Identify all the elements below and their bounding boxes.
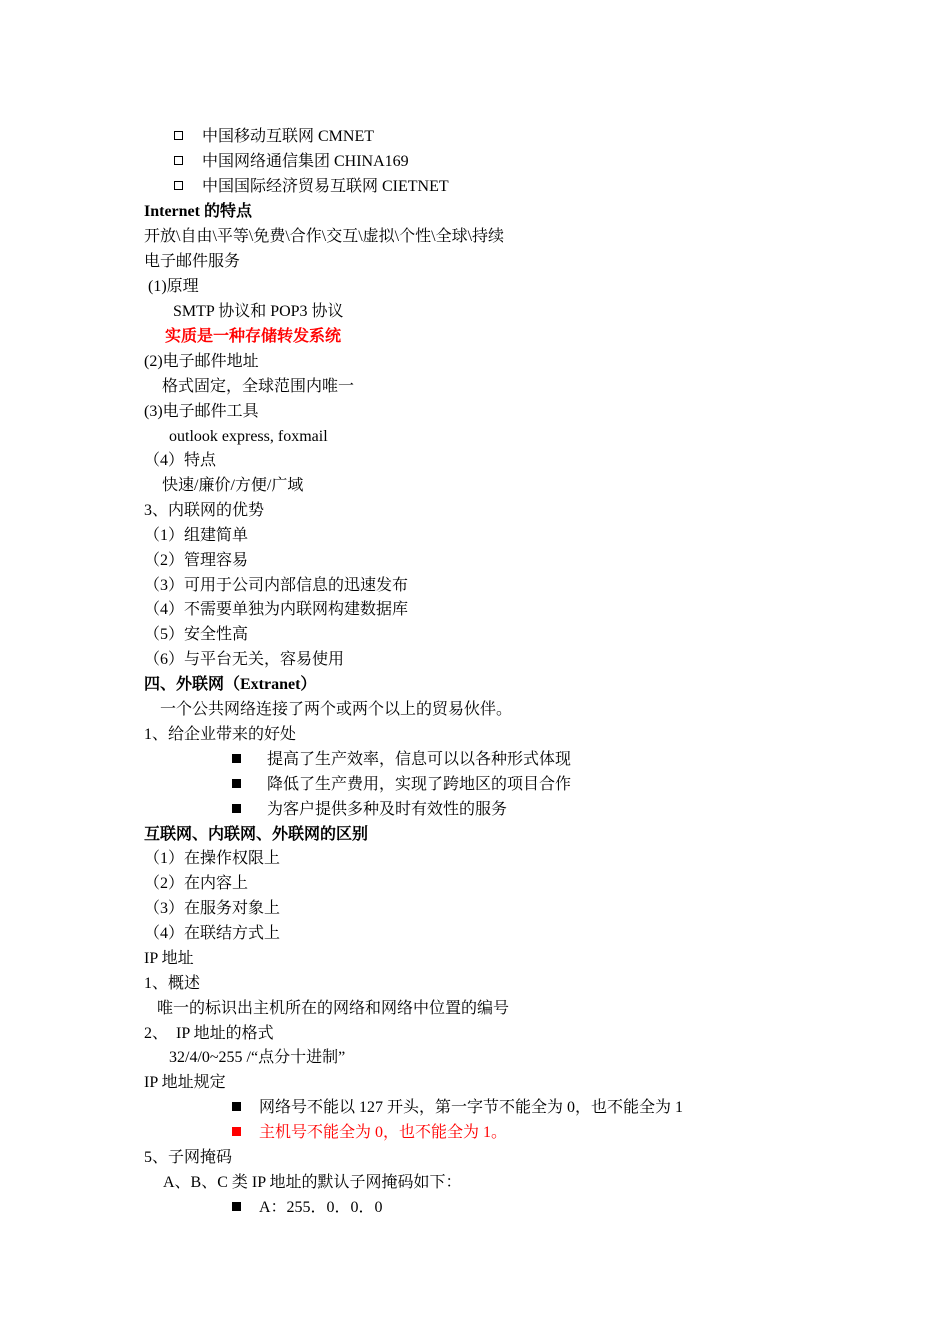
list-item: 中国网络通信集团 CHINA169 bbox=[174, 152, 409, 172]
text-line: outlook express, foxmail bbox=[169, 428, 328, 445]
hollow-square-bullet-icon bbox=[174, 156, 183, 165]
list-item: 网络号不能以 127 开头，第一字节不能全为 0，也不能全为 1 bbox=[232, 1098, 683, 1118]
section-heading: 四、外联网（Extranet） bbox=[144, 676, 317, 693]
list-item: 提高了生产效率，信息可以以各种形式体现 bbox=[232, 750, 571, 770]
text-line: 1、概述 bbox=[144, 975, 201, 992]
text-line: A、B、C 类 IP 地址的默认子网掩码如下： bbox=[163, 1174, 462, 1191]
highlight-text: 实质是一种存储转发系统 bbox=[165, 328, 342, 345]
text-line: 2、 IP 地址的格式 bbox=[144, 1025, 274, 1042]
text-line: 32/4/0~255 /“点分十进制” bbox=[169, 1049, 346, 1066]
solid-square-bullet-icon bbox=[232, 754, 241, 763]
text-line: （4）在联结方式上 bbox=[144, 925, 281, 942]
text-line: (2)电子邮件地址 bbox=[144, 353, 259, 370]
list-item: 中国移动互联网 CMNET bbox=[174, 127, 374, 147]
text-line: （4）特点 bbox=[144, 452, 217, 469]
text-line: 电子邮件服务 bbox=[144, 253, 241, 270]
text-line: （1）在操作权限上 bbox=[144, 850, 281, 867]
text-line: (1)原理 bbox=[148, 278, 199, 295]
text-line: （2）管理容易 bbox=[144, 552, 249, 569]
section-heading: Internet 的特点 bbox=[144, 203, 252, 220]
text-line: （5）安全性高 bbox=[144, 626, 249, 643]
list-item: 为客户提供多种及时有效性的服务 bbox=[232, 800, 507, 820]
red-square-bullet-icon bbox=[232, 1127, 241, 1136]
section-heading: 互联网、内联网、外联网的区别 bbox=[144, 826, 369, 843]
list-item: A：255．0．0．0 bbox=[232, 1198, 383, 1218]
text-line: 开放\自由\平等\免费\合作\交互\虚拟\个性\全球\持续 bbox=[144, 228, 505, 245]
hollow-square-bullet-icon bbox=[174, 181, 183, 190]
solid-square-bullet-icon bbox=[232, 779, 241, 788]
text-line: IP 地址 bbox=[144, 950, 194, 967]
text-line: 一个公共网络连接了两个或两个以上的贸易伙伴。 bbox=[160, 701, 513, 718]
text-line: （3）在服务对象上 bbox=[144, 900, 281, 917]
text-line: 5、子网掩码 bbox=[144, 1149, 233, 1166]
solid-square-bullet-icon bbox=[232, 1102, 241, 1111]
text-line: （4）不需要单独为内联网构建数据库 bbox=[144, 601, 409, 618]
text-line: SMTP 协议和 POP3 协议 bbox=[173, 303, 344, 320]
text-line: (3)电子邮件工具 bbox=[144, 403, 259, 420]
text-line: IP 地址规定 bbox=[144, 1074, 226, 1091]
text-line: （2）在内容上 bbox=[144, 875, 249, 892]
hollow-square-bullet-icon bbox=[174, 131, 183, 140]
list-item: 中国国际经济贸易互联网 CIETNET bbox=[174, 177, 449, 197]
text-line: 唯一的标识出主机所在的网络和网络中位置的编号 bbox=[157, 1000, 510, 1017]
text-line: 3、内联网的优势 bbox=[144, 502, 265, 519]
text-line: （3）可用于公司内部信息的迅速发布 bbox=[144, 577, 409, 594]
list-item: 降低了生产费用，实现了跨地区的项目合作 bbox=[232, 775, 571, 795]
text-line: （6）与平台无关，容易使用 bbox=[144, 651, 345, 668]
text-line: （1）组建简单 bbox=[144, 527, 249, 544]
text-line: 1、给企业带来的好处 bbox=[144, 726, 297, 743]
text-line: 格式固定，全球范围内唯一 bbox=[162, 378, 355, 395]
solid-square-bullet-icon bbox=[232, 1202, 241, 1211]
list-item: 主机号不能全为 0，也不能全为 1。 bbox=[232, 1123, 507, 1143]
text-line: 快速/廉价/方便/广域 bbox=[162, 477, 304, 494]
solid-square-bullet-icon bbox=[232, 804, 241, 813]
